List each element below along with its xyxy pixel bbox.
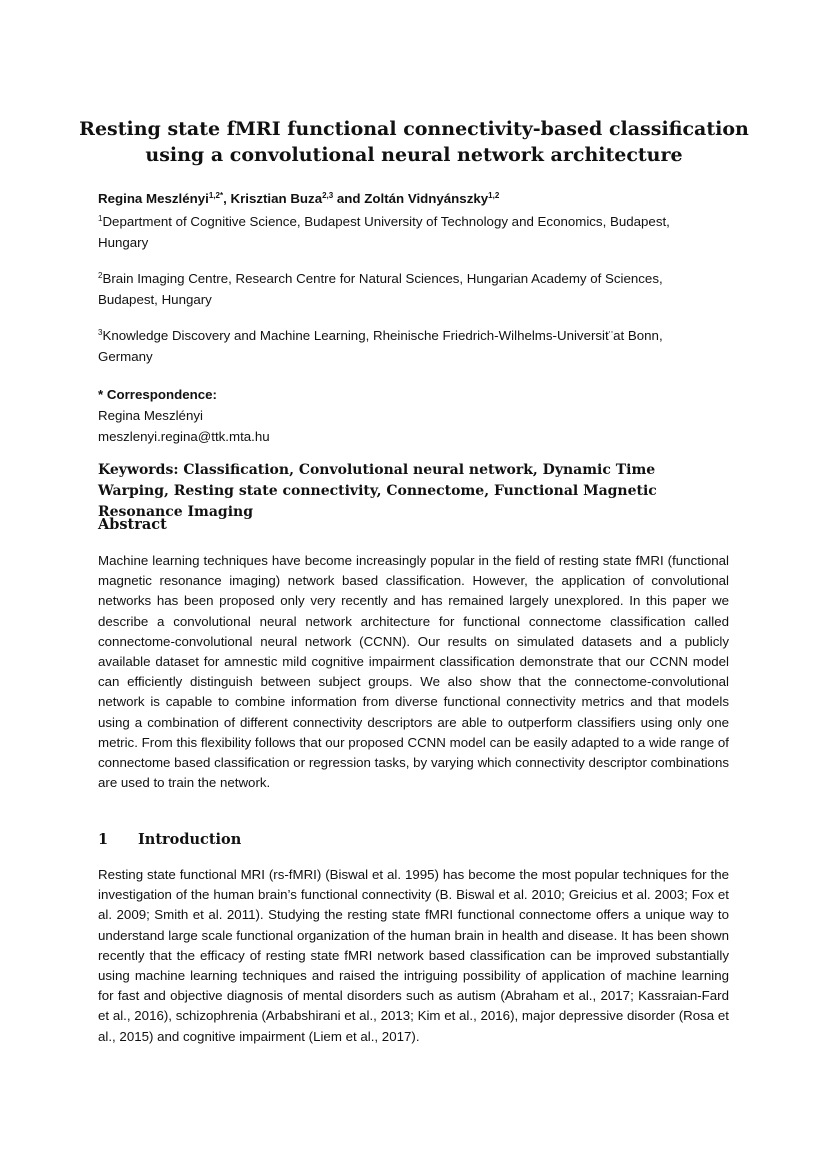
correspondence-label: * Correspondence:: [98, 387, 217, 402]
author-name: Krisztian Buza: [230, 191, 323, 206]
author-separator: and: [333, 191, 365, 206]
keywords: Keywords: Classification, Convolutional neural network, Dynamic Time Warping, Resting state connectivity, Connectome, Functional Magnetic Resonance Imaging: [98, 462, 657, 520]
correspondence-name: Regina Meszlényi: [98, 408, 203, 423]
author-name: Regina Meszlényi: [98, 191, 209, 206]
author-affiliation-mark: 2,3: [322, 191, 334, 200]
paper-title: [60, 116, 768, 168]
correspondence-block: [98, 384, 270, 447]
introduction-heading: [98, 831, 241, 848]
author-name: Zoltán Vidnyánszky: [364, 191, 489, 206]
title-line-1: Resting state fMRI functional connectivity-based classification: [79, 118, 749, 140]
author-separator: ,: [223, 191, 231, 206]
affiliation-3: [98, 325, 718, 367]
affiliation-text: Brain Imaging Centre, Research Centre for Natural Sciences, Hungarian Academy of Sciences, Budapest, Hungary: [98, 271, 663, 307]
correspondence-email: meszlenyi.regina@ttk.mta.hu: [98, 429, 270, 444]
affiliation-text: Department of Cognitive Science, Budapest University of Technology and Economics, Budapest, Hungary: [98, 214, 670, 250]
affiliation-2: [98, 268, 718, 310]
author-list: [98, 191, 738, 206]
author-affiliation-mark: 1,2: [488, 191, 500, 200]
abstract-text: Machine learning techniques have become increasingly popular in the field of resting state fMRI (functional magnetic resonance imaging) network based classification. However, the application of convolutional networks has been proposed only very recently and has remained largely unexplored. In this paper we describe a convolutional neural network architecture for functional connectome classification called connectome-convolutional neural network (CCNN). Our results on simulated datasets and a publicly available dataset for amnestic mild cognitive impairment classification demonstrate that our CCNN model can efficiently distinguish between subject groups. We also show that the connectome-convolutional network is capable to combine information from diverse functional connectivity metrics and that models using a combination of different connectivity descriptors are able to outperform classifiers using only one metric. From this flexibility follows that our proposed CCNN model can be easily adapted to a wide range of connectome based classification or regression tasks, by varying which connectivity descriptor combinations are used to train the network.: [98, 553, 729, 791]
introduction-text: Resting state functional MRI (rs-fMRI) (Biswal et al. 1995) has become the most popular techniques for the investigation of the human brain’s functional connectivity (B. Biswal et al. 2010; Greicius et al. 2003; Fox et al. 2009; Smith et al. 2011). Studying the resting state fMRI functional connectome offers a unique way to understand large scale functional organization of the human brain in health and disease. It has been shown recently that the efficacy of resting state fMRI network based classification can be improved substantially using machine learning techniques and raised the intriguing possibility of application of machine learning for fast and objective diagnosis of mental disorders such as autism (Abraham et al., 2017; Kassraian-Fard et al., 2016), schizophrenia (Arbabshirani et al., 2013; Kim et al., 2016), major depressive disorder (Rosa et al., 2015) and cognitive impairment (Liem et al., 2017).: [98, 867, 729, 1044]
section-number: 1: [98, 831, 109, 848]
affiliation-number: 2: [98, 271, 103, 280]
section-title: Introduction: [138, 831, 242, 848]
affiliation-number: 3: [98, 328, 103, 337]
abstract-heading: Abstract: [98, 516, 167, 533]
affiliation-text: Knowledge Discovery and Machine Learning, Rheinische Friedrich-Wilhelms-Universit¨at Bonn, Germany: [98, 328, 663, 364]
title-line-2: using a convolutional neural network architecture: [145, 144, 683, 166]
author-affiliation-mark: 1,2*: [208, 191, 224, 200]
affiliation-number: 1: [98, 214, 103, 223]
affiliation-1: [98, 211, 718, 253]
